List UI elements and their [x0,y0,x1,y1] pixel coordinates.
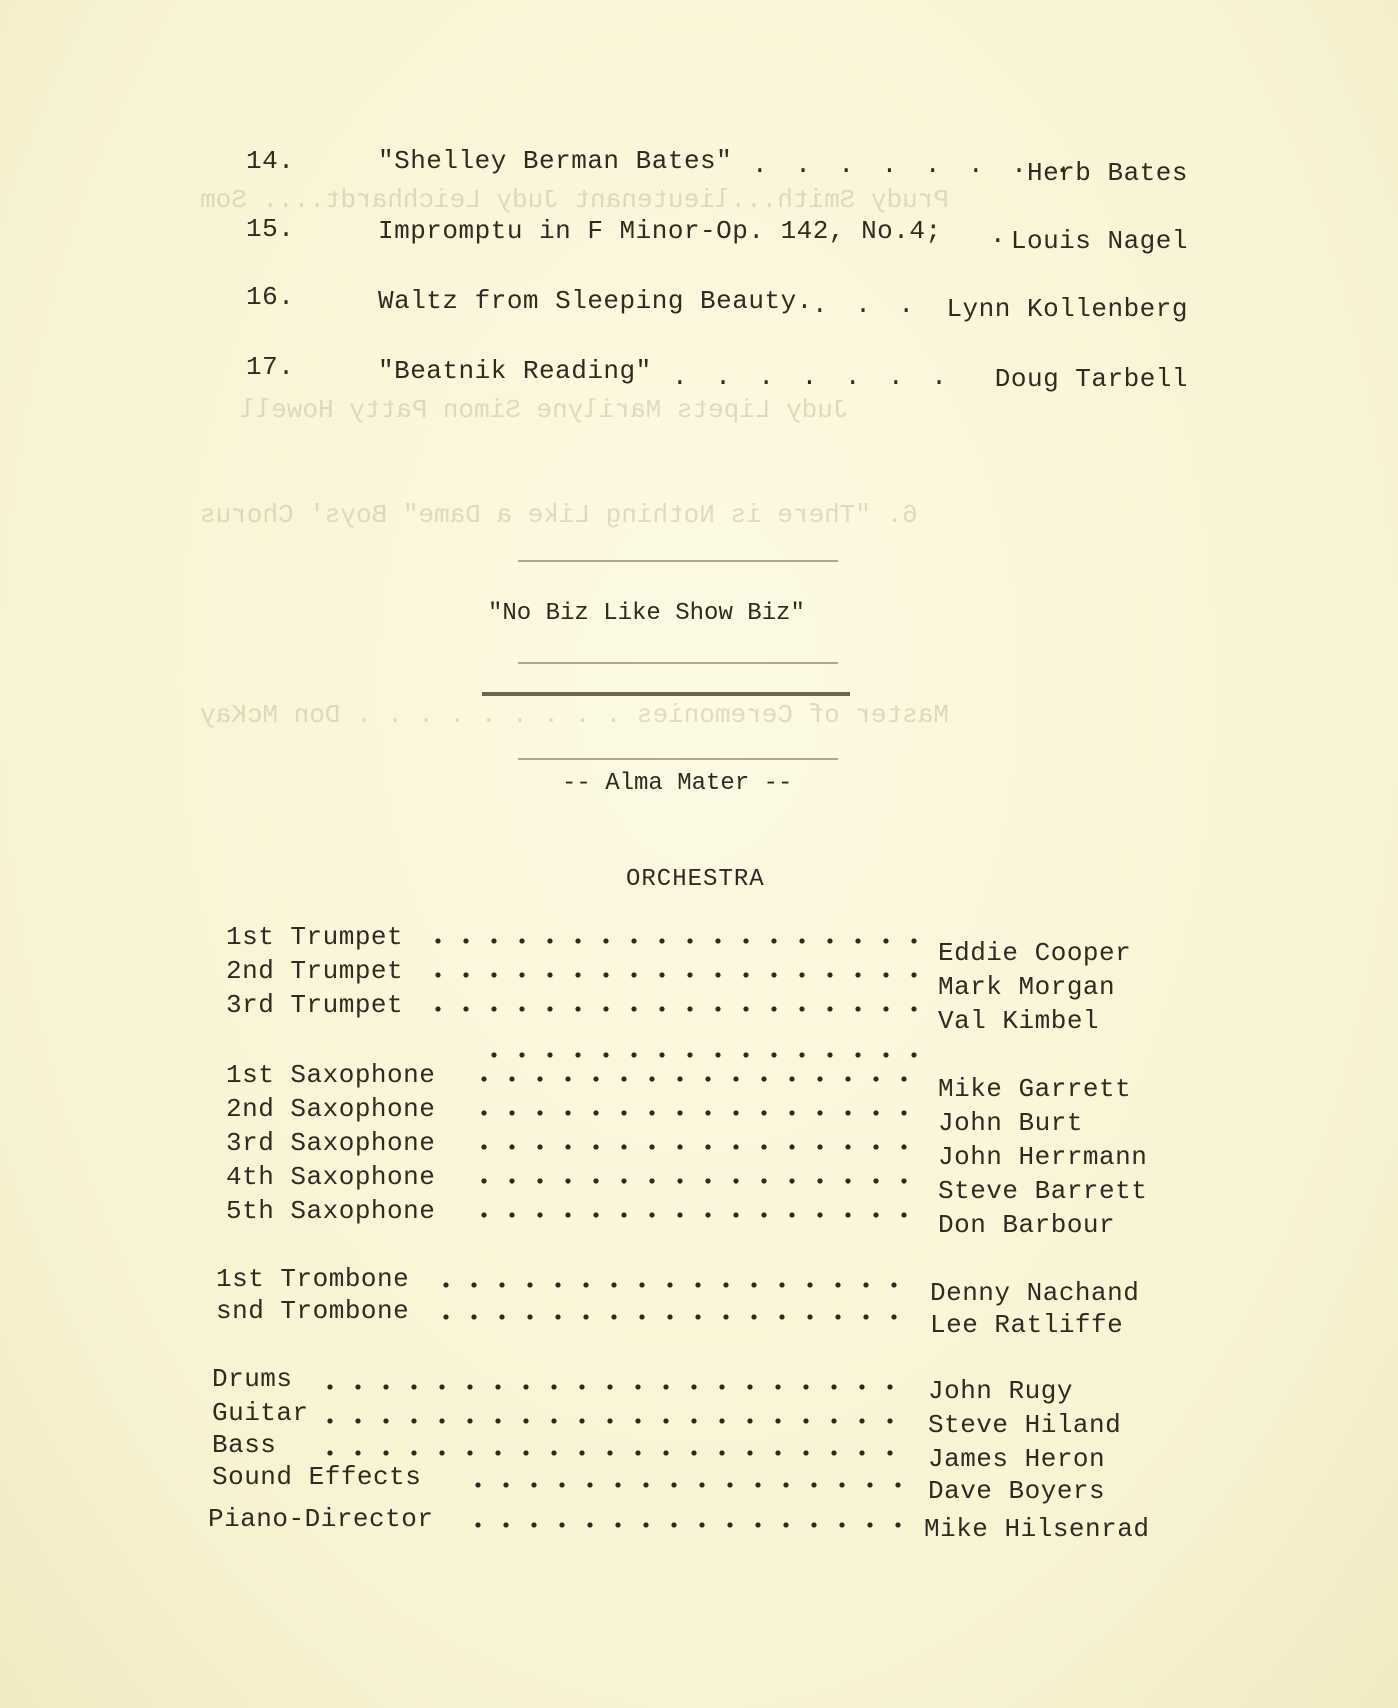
instrument-label: 3rd Trumpet [226,990,404,1020]
leader-dots [424,938,920,944]
leader-dots [470,1144,922,1150]
leader-dots: . . . . . . . . [752,150,1077,180]
entry-title: Impromptu in F Minor-Op. 142, No.4; [378,216,942,246]
alma-mater: -- Alma Mater -- [562,770,793,797]
leader-dots [424,972,920,978]
leader-dots: . [990,220,1012,250]
instrument-label: Piano-Director [208,1504,434,1534]
show-through-text: Prudy Smith...lieutenant Judy Leichhardt.... Som [200,185,949,215]
instrument-label: 3rd Saxophone [226,1128,436,1158]
entry-performer: Doug Tarbell [994,364,1188,394]
player-name: Don Barbour [938,1210,1116,1240]
instrument-label: Drums [212,1364,293,1394]
show-through-text: 6. "There is Nothing Like a Dame" Boys' Chorus [200,500,918,530]
leader-dots [464,1482,912,1488]
player-name: John Burt [938,1108,1083,1138]
entry-number: 14. [246,146,295,176]
entry-number: 16. [246,282,295,312]
leader-dots: . . . [812,290,921,320]
leader-dots [424,1006,920,1012]
leader-dots [470,1110,922,1116]
entry-number: 17. [246,352,295,382]
show-through-text: Master of Ceremonies . . . . . . . . . Don McKay [200,700,949,730]
show-title: "No Biz Like Show Biz" [488,600,805,627]
entry-performer: Louis Nagel [1010,226,1188,256]
entry-title: Waltz from Sleeping Beauty. [378,286,813,316]
show-through-text: Judy Lipets Marilyne Simon Patty Howell [240,395,849,425]
divider-rule [518,662,838,664]
instrument-label: Bass [212,1430,277,1460]
instrument-label: 1st Trombone [216,1264,410,1294]
orchestra-heading: ORCHESTRA [626,866,765,893]
instrument-label: 2nd Saxophone [226,1094,436,1124]
entry-performer: Lynn Kollenberg [946,294,1188,324]
instrument-label: 4th Saxophone [226,1162,436,1192]
player-name: Mark Morgan [938,972,1116,1002]
player-name: Mike Garrett [938,1074,1132,1104]
leader-dots [470,1212,922,1218]
instrument-label: Sound Effects [212,1462,422,1492]
player-name: Lee Ratliffe [930,1310,1124,1340]
player-name: Eddie Cooper [938,938,1132,968]
leader-dots: . . . . . . . [672,362,953,392]
spacer-dots [480,1052,920,1058]
instrument-label: Guitar [212,1398,309,1428]
player-name: Denny Nachand [930,1278,1140,1308]
entry-number: 15. [246,214,295,244]
leader-dots [470,1076,922,1082]
leader-dots [316,1418,912,1424]
entry-title: "Shelley Berman Bates" [378,146,733,176]
player-name: John Rugy [928,1376,1073,1406]
player-name: Mike Hilsenrad [924,1514,1150,1544]
instrument-label: snd Trombone [216,1296,410,1326]
divider-rule [518,560,838,562]
divider-rule [518,758,838,760]
instrument-label: 1st Saxophone [226,1060,436,1090]
leader-dots [432,1282,914,1288]
entry-performer: Herb Bates [1026,158,1188,188]
player-name: Val Kimbel [938,1006,1100,1036]
player-name: James Heron [928,1444,1106,1474]
leader-dots [470,1178,922,1184]
player-name: Dave Boyers [928,1476,1106,1506]
leader-dots [464,1522,912,1528]
player-name: Steve Hiland [928,1410,1122,1440]
instrument-label: 2nd Trumpet [226,956,404,986]
instrument-label: 5th Saxophone [226,1196,436,1226]
leader-dots [432,1314,914,1320]
player-name: Steve Barrett [938,1176,1148,1206]
instrument-label: 1st Trumpet [226,922,404,952]
heavy-divider-rule [482,692,850,696]
entry-title: "Beatnik Reading" [378,356,652,386]
player-name: John Herrmann [938,1142,1148,1172]
leader-dots [316,1384,912,1390]
leader-dots [316,1450,912,1456]
